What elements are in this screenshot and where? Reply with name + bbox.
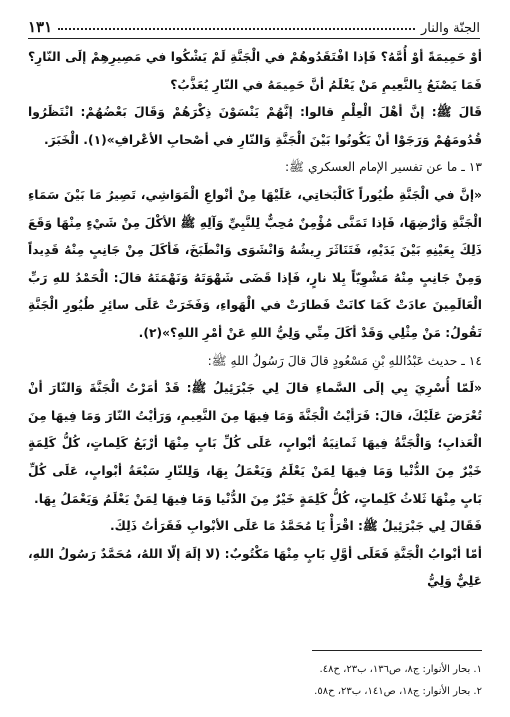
page-header (28, 12, 480, 39)
paragraph-6: «لَمّا أُسْرِيَ بِي إلَى السَّماءِ قالَ لِي جَبْرَئِيلُ ﷺ: قَدْ أمَرْتُ الْجَنَّةَ وَالنّارَ أنْ تُعْرَضَ عَلَيْكَ، قالَ: فَرَأيْتُ الْجَنَّةَ وَمَا فِيهَا مِنَ النَّعِيمِ، وَرَأيْتُ النّارَ وَمَا فِيهَا مِنَ الْعَذابِ؛ وَالْجَنَّةُ فِيهَا ثَمانِيَةُ أبْوابٍ، عَلَى كُلِّ بَابٍ مِنْهَا أرْبَعُ كَلِماتٍ، كُلُّ كَلِمَةٍ خَيْرٌ مِنَ الدُّنْيا وَمَا فِيهَا لِمَنْ يَعْلَمُ وَيَعْمَلُ بِهَا، وَلِلنّارِ سَبْعَةُ أبْوابٍ، عَلَى كُلِّ بَابٍ مِنْهَا ثَلاثُ كَلِماتٍ، كُلُّ كَلِمَةٍ خَيْرٌ مِنَ الدُّنْيا وَمَا فِيهَا لِمَنْ يَعْلَمُ وَيَعْمَلُ بِهَا. (28, 381, 482, 506)
section-heading-13: ١٣ ـ ما عن تفسير الإمام العسكري ﷺ: (285, 160, 482, 175)
paragraph-2: قَالَ ﷺ: إنَّ أهْلَ الْعِلْمِ قالوا: إنَّهُمْ يَنْسَوْنَ ذِكْرَهُمْ وَقَالَ بَعْضُهُمْ: انْتَظَرُوا قُدُومَهُمْ وَرَجَوْا أنْ يَكُونُوا بَيْنَ الْجَنَّةِ وَالنّارِ في أصْحابِ الأعْرافِ»(١). الْخَبَرَ. (28, 105, 482, 147)
paragraph-7: فَقَالَ لِي جَبْرَئِيلُ ﷺ: اقْرَأْ يَا مُحَمَّدُ مَا عَلَى الأبْوابِ فَقَرَأتُ ذَلِكَ. (110, 519, 482, 534)
paragraph-1: أوْ حَمِيمَةً أوْ أُمَّهُ؟ فَإذا افْتَقَدُوهُمْ في الْجَنَّةِ لَمْ يَشْكُوا في مَصِيرِهِمْ إلَى النّارِ؟ فَمَا يَصْنَعُ بِالنَّعِيمِ مَنْ يَعْلَمُ أنَّ حَمِيمَهُ في النّارِ يُعَذَّبُ؟ (28, 50, 482, 92)
footnotes (28, 650, 482, 703)
page-number: ١٣١ (28, 18, 53, 36)
paragraph-4: «إنَّ في الْجَنَّةِ طُيُوراً كَالْبَخاتِي، عَلَيْهَا مِنْ أنْواعِ الْمَوَاشِي، تَصِيرُ مَا بَيْنَ سَمَاءِ الْجَنَّةِ وَأرْضِهَا، فَإذا تَمَنَّى مُؤْمِنٌ مُحِبٌّ لِلنَّبِيِّ وَآلِهِ ﷺ الأكْلَ مِنْ شَيْءٍ مِنْهَا وَقَعَ ذَلِكَ بِعَيْنِهِ بَيْنَ يَدَيْهِ، فَتَنَاثَرَ رِيشُهُ وَانْشَوَى وَانْطَبَخَ، فَأكَلَ مِنْ جَانِبٍ مِنْهُ قَدِيداً وَمِنْ جَانِبٍ مِنْهُ مَشْوِيّاً بِلا نارٍ، فَإذا قَضَى شَهْوَتَهُ وَنَهْمَتَهُ قالَ: الْحَمْدُ للهِ رَبِّ الْعَالَمِينَ عادَتْ كَمَا كانَتْ فَطارَتْ في الْهَواءِ، وَفَخَرَتْ عَلَى سائِرِ طُيُورِ الْجَنَّةِ تَقُولُ: مَنْ مِثْلِي وَقَدْ أكَلَ مِنِّي وَلِيُّ اللهِ عَنْ أمْرِ اللهِ؟»(٢). (28, 187, 482, 340)
footnote-1: ١. بحار الأنوار: ج٨، ص١٣٦، ب٢٣، ح٤٨. (319, 664, 482, 675)
body-text (28, 44, 482, 596)
footnote-2: ٢. بحار الأنوار: ج١٨، ص١٤١، ب٢٣، ح٥٨. (314, 686, 482, 697)
running-title: الجنّة والنار (420, 21, 480, 36)
footnote-rule (312, 650, 482, 651)
header-dot-leader (58, 28, 415, 30)
paragraph-8: أمّا أبْوابُ الْجَنَّةِ فَعَلَى أوَّلِ بَابٍ مِنْهَا مَكْتُوبٌ: (لا إلَهَ إلّا اللهُ، مُحَمَّدٌ رَسُولُ اللهِ، عَلِيٌّ وَلِيُّ (28, 546, 482, 589)
section-heading-14: ١٤ ـ حديث عَبْدُاللهِ بْنِ مَسْعُودٍ قالَ قالَ رَسُولُ اللهِ ﷺ: (207, 353, 482, 368)
